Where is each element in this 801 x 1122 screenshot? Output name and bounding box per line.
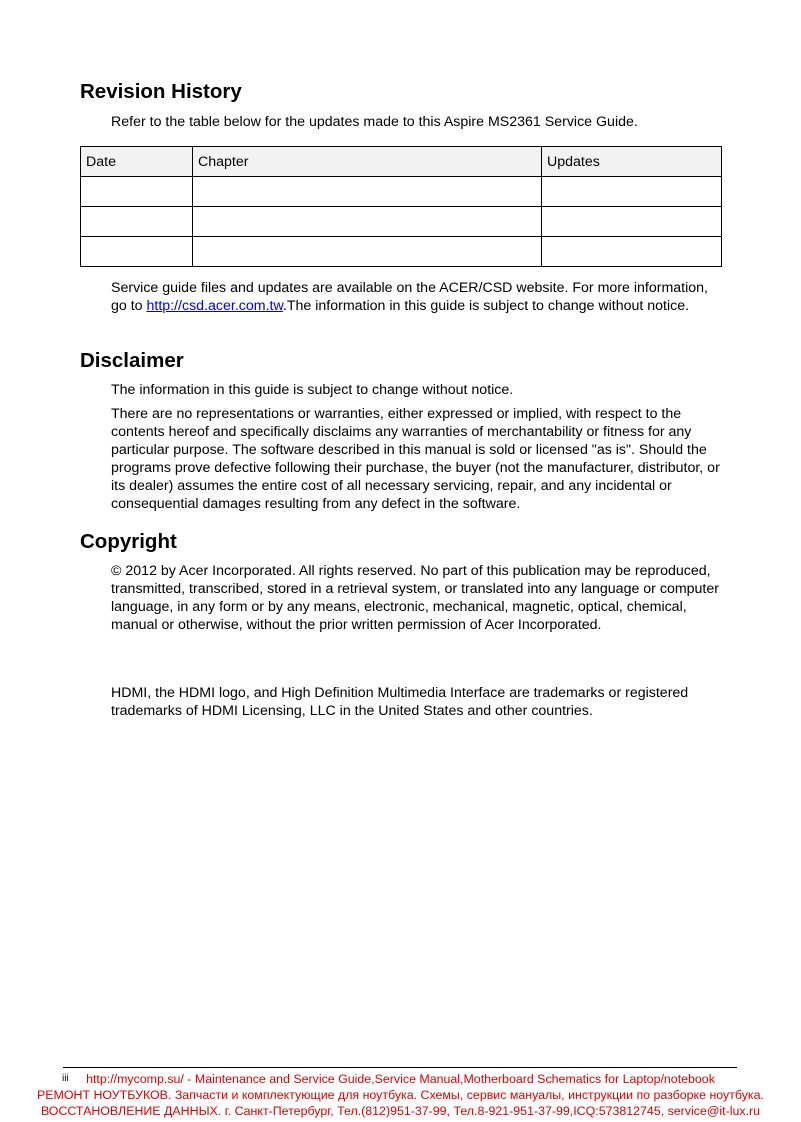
table-cell [193, 177, 542, 207]
hdmi-trademark-paragraph: HDMI, the HDMI logo, and High Definition Multimedia Interface are trademarks or registered trademarks of HDMI Licensing, LLC in the United States and other countries. [111, 685, 689, 719]
table-header-row [81, 147, 722, 177]
table-cell [542, 237, 722, 267]
table-cell [81, 207, 193, 237]
table-row [81, 207, 722, 237]
copyright-heading: Copyright [80, 530, 177, 553]
disclaimer-paragraph-1: The information in this guide is subject to change without notice. [111, 382, 514, 398]
disclaimer-paragraph-2: There are no representations or warranties, either expressed or implied, with respect to the contents hereof and specifically disclaims any warranties of merchantability or fitness for any particular purpose. The software described in this manual is sold or licensed "as is". Should the programs prove defective following their purchase, the buyer (not the manufacturer, distributor, or its dealer) assumes the entire cost of all necessary servicing, repair, and any incidental or consequential damages resulting from any defect in the software. [111, 406, 720, 512]
note-text-start: Service guide files and updates are available on the ACER/CSD website. For more information, go to [111, 280, 708, 314]
table-cell [81, 237, 193, 267]
footer-divider [63, 1067, 737, 1068]
footer-line-3: ВОССТАНОВЛЕНИЕ ДАННЫХ. г. Санкт-Петербург, Тел.(812)951-37-99, Тел.8-921-951-37-99,ICQ:573812745, service@it-lux.ru [40, 1104, 761, 1118]
footer-line-2: РЕМОНТ НОУТБУКОВ. Запчасти и комплектующие для ноутбука. Схемы, сервис мануалы, инструкции по разборке ноутбука. [37, 1088, 764, 1102]
table-cell [542, 177, 722, 207]
service-guide-note [111, 279, 726, 315]
table-row [81, 177, 722, 207]
revision-table [80, 146, 722, 267]
table-cell [81, 177, 193, 207]
column-header-updates: Updates [542, 147, 722, 177]
revision-intro: Refer to the table below for the updates made to this Aspire MS2361 Service Guide. [111, 114, 638, 130]
page-number: iii [62, 1073, 69, 1084]
acer-csd-link[interactable]: http://csd.acer.com.tw [146, 298, 283, 314]
disclaimer-heading: Disclaimer [80, 349, 184, 372]
note-text-end: .The information in this guide is subject to change without notice. [282, 298, 690, 314]
table-cell [542, 207, 722, 237]
column-header-date: Date [81, 147, 193, 177]
copyright-paragraph: © 2012 by Acer Incorporated. All rights reserved. No part of this publication may be reproduced, transmitted, transcribed, stored in a retrieval system, or translated into any language or computer language, in any form or by any means, electronic, mechanical, magnetic, optical, chemical, manual or otherwise, without the prior written permission of Acer Incorporated. [111, 563, 719, 633]
footer-line-1 [0, 1072, 801, 1087]
revision-history-heading: Revision History [80, 80, 242, 103]
table-cell [193, 207, 542, 237]
table-row [81, 237, 722, 267]
column-header-chapter: Chapter [193, 147, 542, 177]
mycomp-link[interactable]: http://mycomp.su/ - Maintenance and Service Guide,Service Manual,Motherboard Schematics for Laptop/notebook [86, 1072, 715, 1086]
table-cell [193, 237, 542, 267]
